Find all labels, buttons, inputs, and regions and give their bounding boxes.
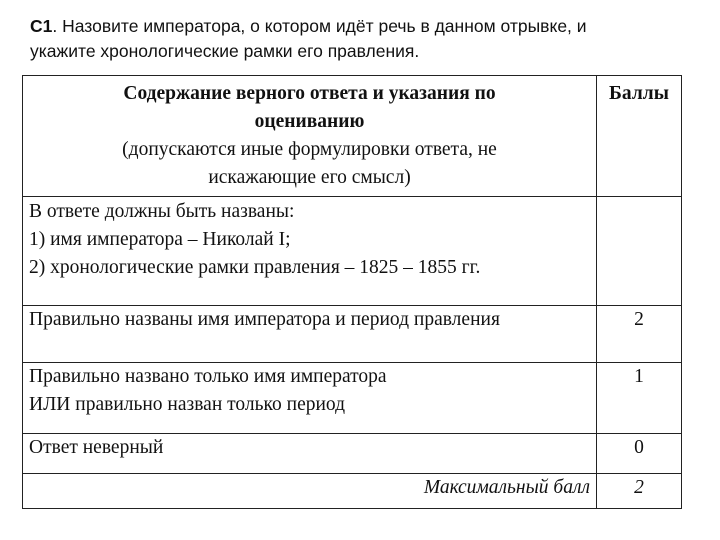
header-note-line1: (допускаются иные формулировки ответа, не bbox=[122, 139, 497, 160]
score-desc-line2: правления bbox=[413, 309, 500, 330]
criteria-line3: 2) хронологические рамки правления – 1825 – 1855 гг. bbox=[29, 257, 481, 278]
score-row-2 bbox=[23, 306, 682, 363]
criteria-score-cell bbox=[597, 197, 682, 306]
header-row bbox=[23, 76, 682, 197]
criteria-row bbox=[23, 197, 682, 306]
score-row-1 bbox=[23, 363, 682, 434]
score-desc-cell bbox=[23, 363, 597, 434]
max-score-row bbox=[23, 474, 682, 509]
grading-table bbox=[22, 75, 682, 509]
criteria-cell bbox=[23, 197, 597, 306]
score-value-cell: 2 bbox=[597, 306, 682, 363]
score-desc-line1: Правильно названо только имя императора bbox=[29, 366, 387, 387]
question-label: С1 bbox=[30, 16, 53, 36]
score-value-cell: 0 bbox=[597, 434, 682, 474]
criteria-line2: 1) имя императора – Николай I; bbox=[29, 229, 291, 250]
header-title-line2: оцениванию bbox=[254, 111, 365, 132]
score-desc-cell: Ответ неверный bbox=[23, 434, 597, 474]
max-score-value: 2 bbox=[597, 474, 682, 509]
score-desc-line2: ИЛИ правильно назван только период bbox=[29, 394, 346, 415]
score-desc-line1: Правильно названы имя императора и период bbox=[29, 309, 410, 330]
criteria-line1: В ответе должны быть названы: bbox=[29, 201, 295, 222]
header-title-line1: Содержание верного ответа и указания по bbox=[123, 83, 496, 104]
question-line1: . Назовите императора, о котором идёт речь в данном отрывке, и bbox=[52, 16, 587, 36]
header-note-line2: искажающие его смысл) bbox=[208, 167, 411, 188]
question-line2: укажите хронологические рамки его правления. bbox=[30, 41, 420, 61]
header-content-cell bbox=[23, 76, 597, 197]
score-row-0 bbox=[23, 434, 682, 474]
score-desc-cell bbox=[23, 306, 597, 363]
header-score-cell: Баллы bbox=[597, 76, 682, 197]
max-score-label: Максимальный балл bbox=[23, 474, 597, 509]
question-text bbox=[30, 14, 690, 64]
score-value-cell: 1 bbox=[597, 363, 682, 434]
